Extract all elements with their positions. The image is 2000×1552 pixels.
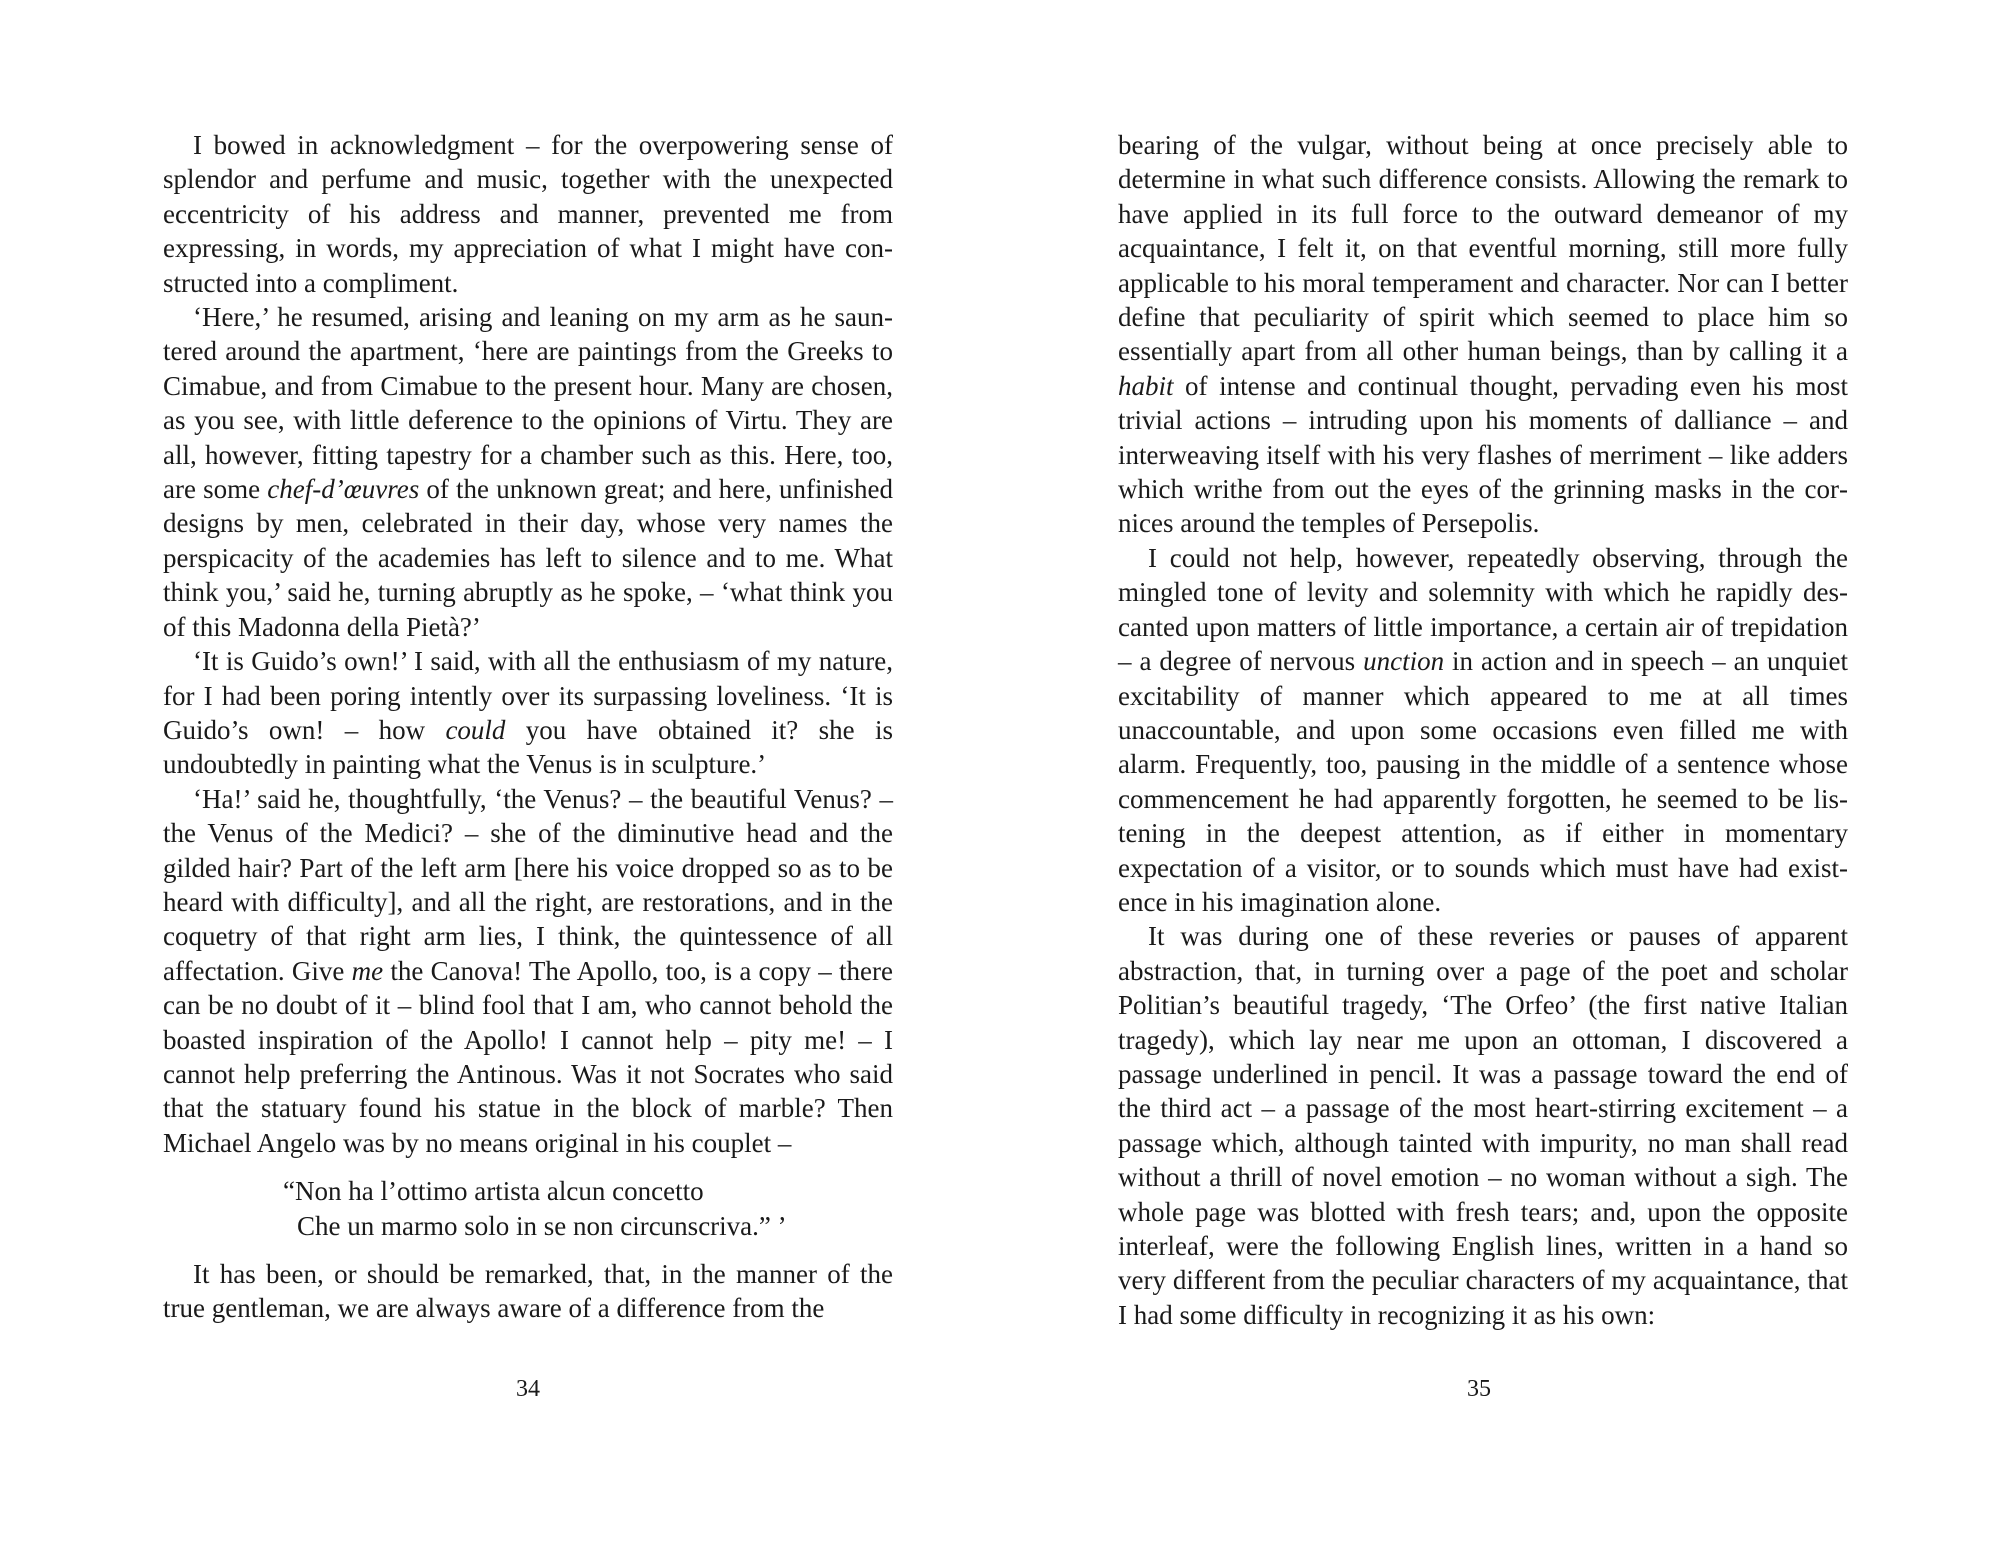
right-page-text (1118, 128, 1848, 1332)
text-run: ‘Ha!’ said he, thoughtfully, ‘the Venus? – the beautiful Venus? – the Venus of the Medici? – she of the diminutive head and the gilded hair? Part of the left arm [here his voice dropped so as to be heard with difficulty], and all the right, are restorations, and in the coquetry of that right arm lies, I think, the quintessence of all affectation. Give (163, 783, 893, 986)
paragraph-guidos-own (163, 644, 893, 782)
page-number-left: 34 (516, 1376, 540, 1402)
text-run: you have obtained it? she is undoubtedly in painting what the Venus is in sculpture.’ (163, 714, 894, 780)
paragraph-true-gentleman: It has been, or should be remarked, that, in the manner of the true gentleman, we are always aware of a difference from the (163, 1259, 893, 1324)
paragraph-reveries (1118, 919, 1848, 1332)
page-number-right: 35 (1467, 1376, 1491, 1402)
paragraph-here-he-resumed (163, 300, 893, 644)
italic-run: me (351, 955, 384, 986)
text-run: the Canova! The Apollo, too, is a copy – there can be no doubt of it – blind fool that I am, who cannot behold the boasted inspiration of the Apollo! I cannot help – pity me! – I cannot help preferring the Antinous. Was it not Socrates who said that the statuary found his statue in the block of marble? Then Michael Angelo was by no means original in his couplet – (163, 955, 893, 1158)
paragraph-ha-said-he (163, 782, 893, 1160)
text-run: in action and in speech – an unquiet excitability of manner which appeared to me at all times unaccountable, and upon some occasions even filled me with alarm. Frequently, too, pausing in the middle of a sentence whose commencement he had apparently forgotten, he seemed to be listening in the deepest attention, as if either in momentary expectation of a visitor, or to sounds which must have had existence in his imagination alone. (1118, 646, 1849, 917)
left-page-text (163, 128, 893, 1326)
verse-line-2: Che un marmo solo in se non circunscriva.” ’ (297, 1210, 787, 1241)
italic-run: could (445, 714, 506, 745)
paragraph-bearing-of-the-vulgar (1118, 128, 1848, 541)
paragraph-repeatedly-observing (1118, 541, 1848, 919)
text-run: It was during one of these reveries or pauses of apparent abstraction, that, in turning over a page of the poet and scholar Politian’s beautiful tragedy, ‘The Orfeo’ (the first native Italian tragedy), which lay near me upon an ottoman, I discovered a passage underlined in pencil. It was a passage toward the end of the third act – a passage of the most heart-stirring excitement – a passage which, although tainted with impurity, no man shall read without a thrill of novel emotion – no woman without a sigh. The whole page was blotted with fresh tears; and, upon the opposite interleaf, were the following English lines, written in a hand so very different from the peculiar characters of my acquaintance, that I had some difficulty in recognizing it as his own: (1118, 921, 1848, 1330)
text-run: of intense and continual thought, pervading even his most trivial actions – intruding upon his moments of dalliance – and interweaving itself with his very flashes of merriment – like adders which writhe from out the eyes of the grinning masks in the cornices around the temples of Persepolis. (1118, 370, 1848, 539)
italic-run: chef-d’œuvres (267, 474, 420, 505)
text-run: I could not help, however, repeatedly observing, through the mingled tone of levity and solemnity with which he rapidly descanted upon matters of little importance, a certain air of trepidation – a degree of nervous (1118, 542, 1848, 677)
paragraph-acknowledgment: I bowed in acknowledgment – for the overpowering sense of splendor and perfume and music, together with the unexpected eccentricity of his address and manner, prevented me from expressing, in words, my appreciation of what I might have constructed into a compliment. (163, 130, 893, 298)
text-run: ‘Here,’ he resumed, arising and leaning on my arm as he sauntered around the apartment, ‘here are paintings from the Greeks to Cimabue, and from Cimabue to the present hour. Many are chosen, as you see, with little deference to the opinions of Virtu. They are all, however, fitting tapestry for a chamber such as this. Here, too, are some (163, 302, 893, 505)
italic-run: unction (1363, 646, 1445, 677)
text-run: bearing of the vulgar, without being at once precisely able to determine in what such difference consists. Allowing the remark to have applied in its full force to the outward demeanor of my acquaintance, I felt it, on that eventful morning, still more fully applicable to his moral temperament and character. Nor can I better define that peculiarity of spirit which seemed to place him so essentially apart from all other human beings, than by calling it a (1118, 130, 1848, 367)
text-run: of the unknown great; and here, unfinished designs by men, celebrated in their day, whose very names the perspicacity of the academies has left to silence and to me. What think you,’ said he, turning abruptly as he spoke, – ‘what think you of this Madonna della Pietà?’ (163, 474, 893, 642)
italic-run: habit (1118, 370, 1174, 401)
right-page (1000, 0, 2000, 1552)
text-run: ‘It is Guido’s own!’ I said, with all the enthusiasm of my nature, for I had been poring intently over its surpassing loveliness. ‘It is Guido’s own! – how (163, 646, 893, 745)
verse-line-1: “Non ha l’ottimo artista alcun concetto (283, 1176, 704, 1207)
verse-quotation (163, 1174, 893, 1243)
